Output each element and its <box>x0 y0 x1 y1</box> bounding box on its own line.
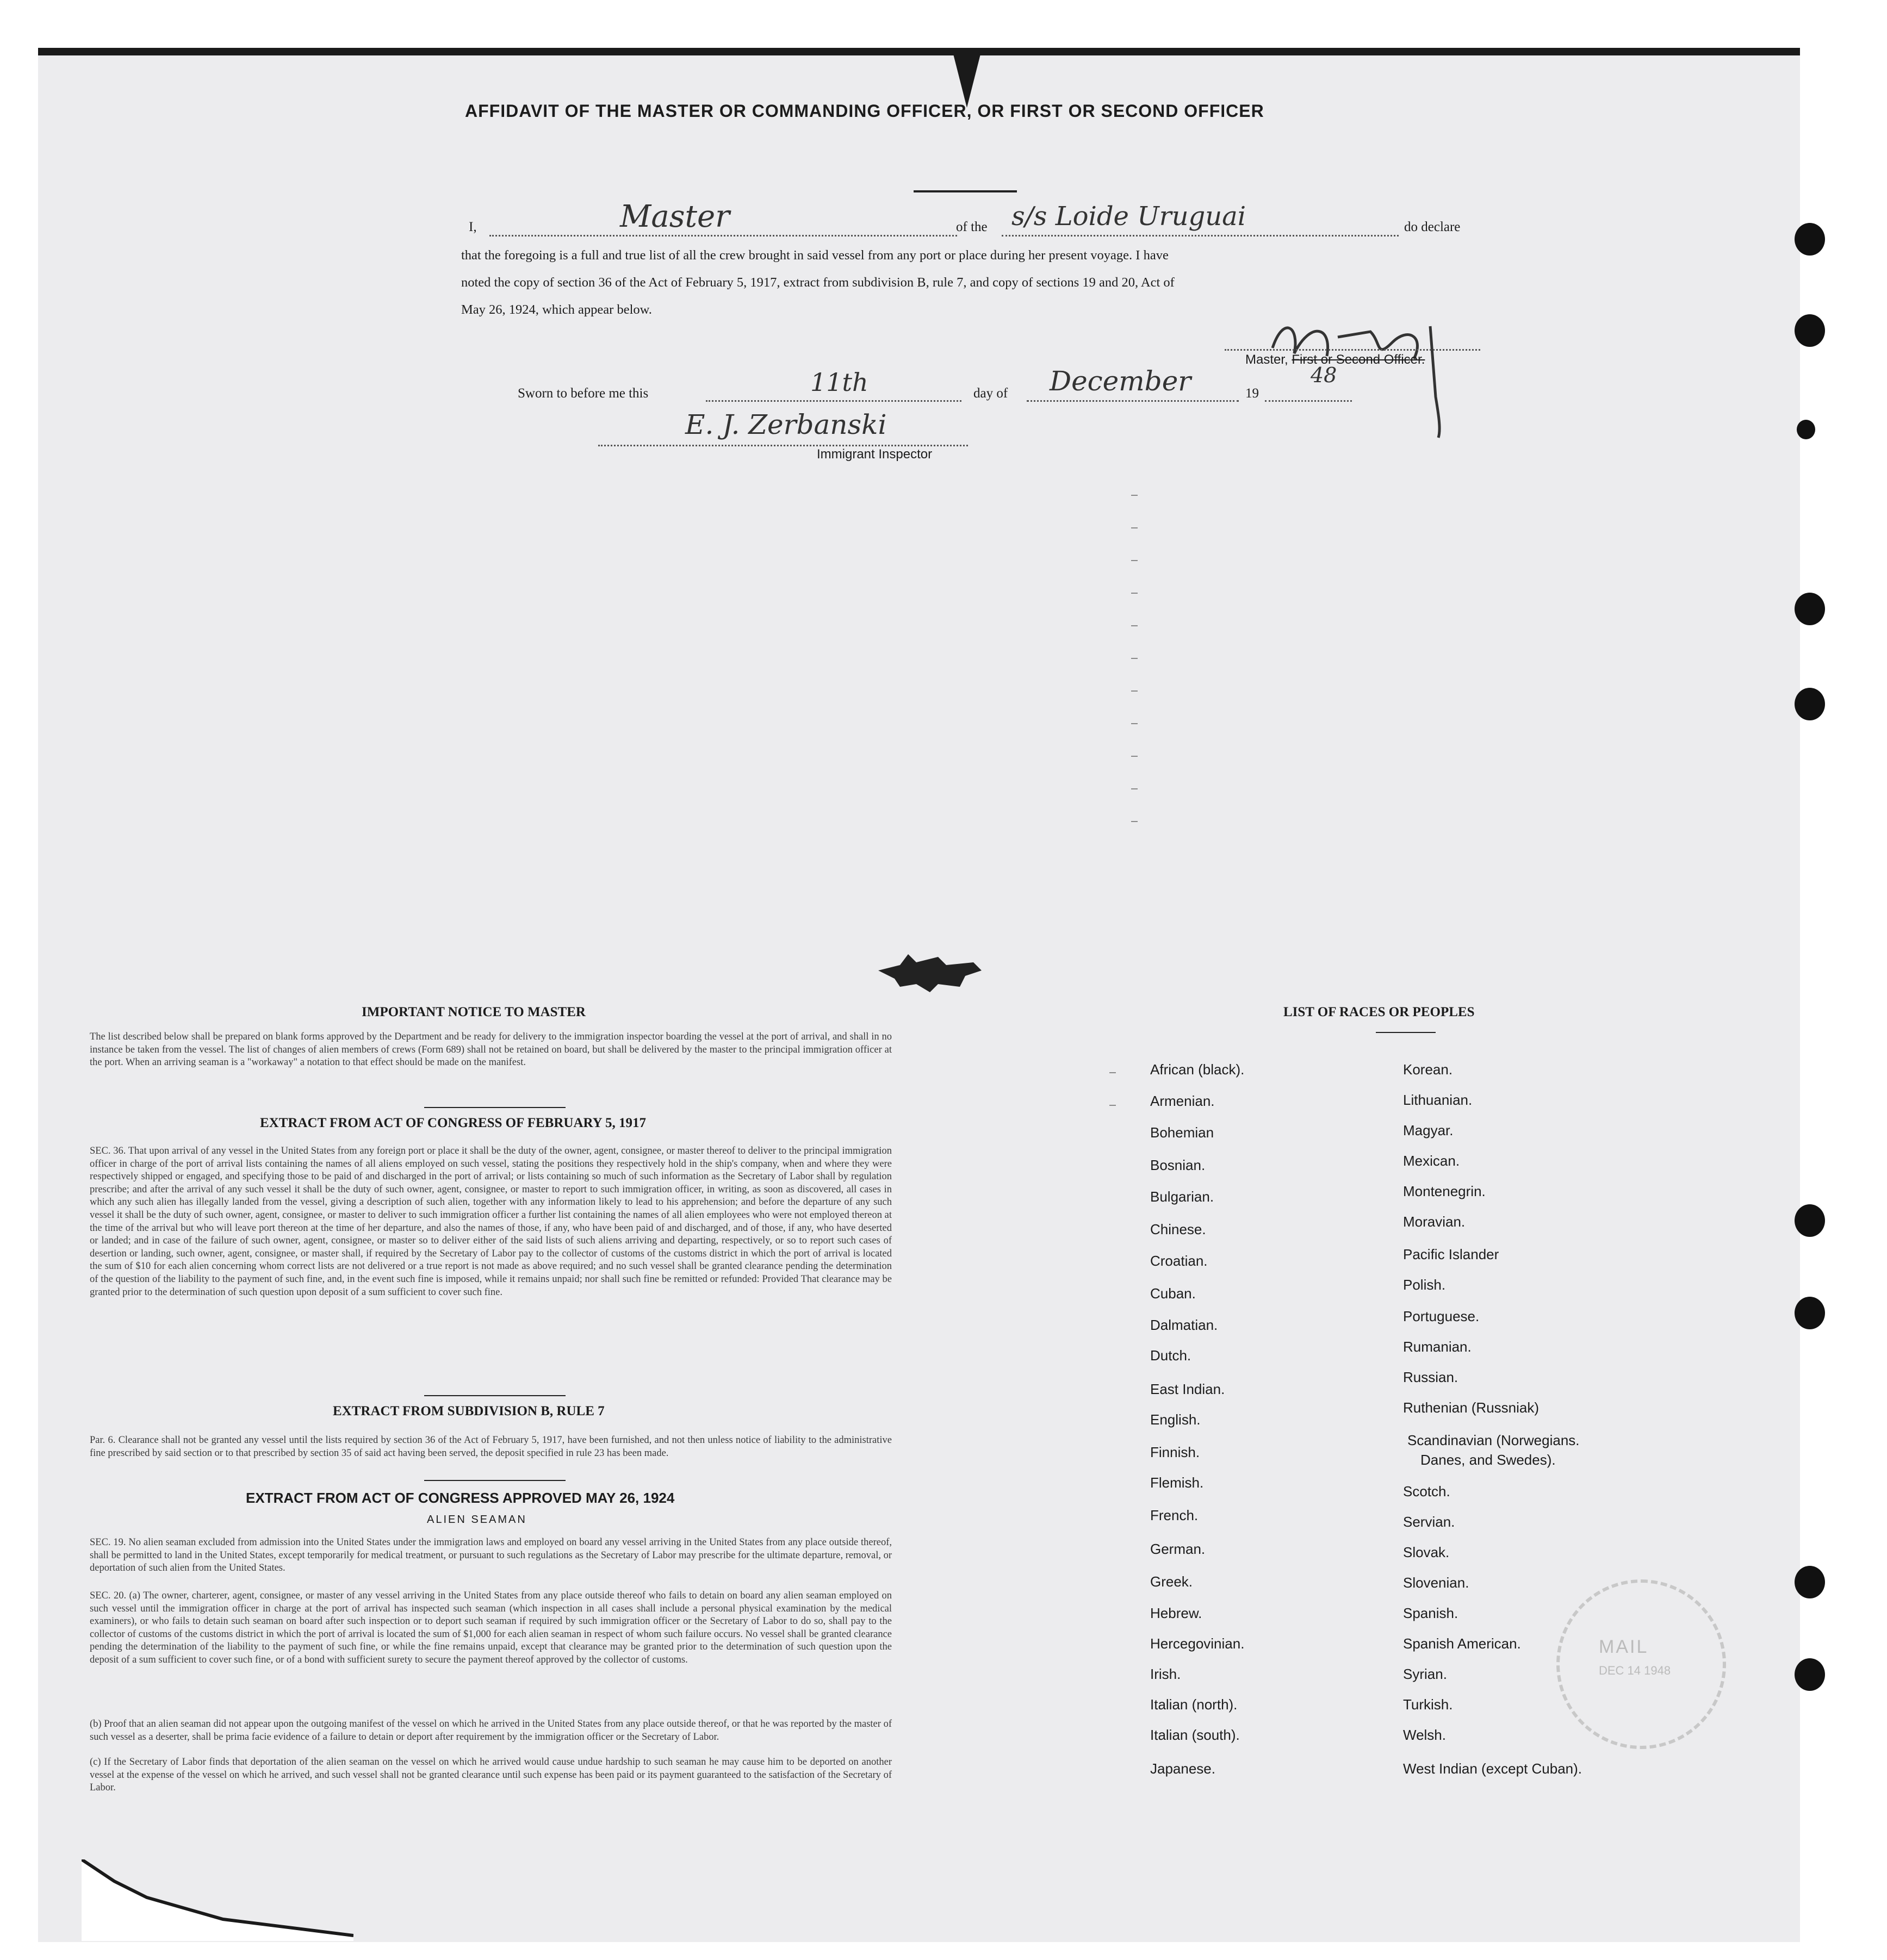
affidavit-title: AFFIDAVIT OF THE MASTER OR COMMANDING OFFICER, OR FIRST OR SECOND OFFICER <box>465 101 1264 121</box>
race-item: African (black). <box>1150 1061 1245 1078</box>
faint-mark <box>1131 821 1138 822</box>
faint-mark <box>1131 560 1138 561</box>
binder-hole-icon <box>1795 1297 1825 1329</box>
race-item: Slovak. <box>1403 1544 1450 1560</box>
faint-mark <box>1131 495 1138 496</box>
race-item: Magyar. <box>1403 1122 1454 1138</box>
section-divider <box>424 1107 566 1108</box>
section-divider <box>424 1395 566 1396</box>
of-the-label: of the <box>956 220 988 234</box>
section-divider <box>424 1480 566 1481</box>
affidavit-line-2: that the foregoing is a full and true list of all the crew brought in said vessel from any port or place during her present voyage. I have <box>461 248 1169 263</box>
do-declare-label: do declare <box>1404 220 1461 234</box>
month-dotted-line <box>1027 400 1239 402</box>
rule7-title: EXTRACT FROM SUBDIVISION B, RULE 7 <box>333 1404 605 1418</box>
race-item: Chinese. <box>1150 1221 1206 1237</box>
struck-officer-label: First or Second Officer. <box>1292 352 1425 367</box>
extract-1917-text: SEC. 36. That upon arrival of any vessel in the United States from any foreign port or place it shall be the duty of the owner, agent, consignee, or master thereof to deliver to the principal immigration officer in charge of the port of arrival lists containing the names of all aliens employed on such vessel, stating the positions they respectively hold in the ship's company, when and where they were respectively shipped or engaged, and specifying those to be paid of and discharged in the port of arrival; or lists containing so much of such information as the Secretary of Labor shall by regulation prescribe; and after the arrival of any such vessel it shall be the duty of such owner, agent, consignee, or master to report to such immigration officer, in writing, as soon as discovered, all cases in which any such alien has illegally landed from the vessel, giving a description of such alien, together with any information likely to lead to his apprehension; and before the departure of any such vessel it shall be the duty of such owner, agent, consignee, or master to deliver to such immigration officer a further list containing the names of all alien employees who were not employed thereon at the time of the arrival but who will leave port thereon at the time of her departure, and also the names of those, if any, who have been paid of and discharged, and of those, if any, who have deserted or landed; and in case of the failure of such owner, agent, consignee, or master so to deliver either of the said lists of such aliens arriving and departing, respectively, or so to report such cases of desertion or landing, such owner, agent, consignee, or master shall, if required by the Secretary of Labor pay to the collector of customs of the customs district in which the port of arrival is located the sum of $10 for each alien concerning whom correct lists are not delivered or a true report is not made as above required; and no such vessel shall be granted clearance pending the determination of the question of the liability to the payment of such fine, and, in the event such fine is imposed, while it remains unpaid; nor shall such fine be remitted or refunded: Provided That clearance may be granted prior to the determination of such question upon deposit of a sum sufficient to cover such fine. <box>90 1146 892 1298</box>
faint-mark <box>1131 527 1138 528</box>
race-item: Scotch. <box>1403 1483 1450 1499</box>
stamp-text: MAIL <box>1599 1637 1649 1657</box>
master-signature <box>1251 304 1479 440</box>
race-item: Syrian. <box>1403 1666 1447 1682</box>
binder-hole-icon <box>1795 1204 1825 1237</box>
race-item: Lithuanian. <box>1403 1092 1473 1108</box>
sworn-label: Sworn to before me this <box>518 386 649 401</box>
race-item: Slovenian. <box>1403 1575 1469 1591</box>
race-item: Croatian. <box>1150 1253 1208 1269</box>
race-item: Mexican. <box>1403 1153 1460 1169</box>
race-item: Bulgarian. <box>1150 1189 1214 1205</box>
sec20a-text: SEC. 20. (a) The owner, charterer, agent, consignee, or master of any vessel arriving in the United States from any place outside thereof who fails to detain on board any alien seaman employed on such vessel until the immigration officer in charge at the port of arrival has inspected such seaman (which inspection in all cases shall include a personal physical examination by the medical examiners), or who fails to detain such seaman on board after such inspection or to deport such seaman if required by such immigration officer or the Secretary of Labor to do so, shall pay to the collector of customs of the customs district in which the port of arrival is located the sum of $1,000 for each alien seaman in respect of whom such failure occurs. No vessel shall be granted clearance pending the determination of the liability to the payment of such fine, or while the fine remains unpaid, except that clearance may be granted prior to the determination of such question upon the deposit of a sum sufficient to cover such fine, or of a bond with sufficient surety to secure the payment thereof approved by the collector of customs. <box>90 1590 892 1665</box>
race-item: Spanish American. <box>1403 1635 1521 1652</box>
race-item: Portuguese. <box>1403 1308 1480 1324</box>
binder-hole-icon <box>1797 420 1815 439</box>
race-item: Ruthenian (Russniak) <box>1403 1399 1540 1416</box>
notice-text: The list described below shall be prepared on blank forms approved by the Department and be ready for delivery to the immigration inspector boarding the vessel at the port of arrival, and shall in no instance be taken from the vessel. The list of changes of alien members of crews (Form 689) shall not be retained on board, but shall be delivered by the master to the principal immigration officer at the port. When an arriving seaman is a "workaway" a notation to that effect should be made on the manifest. <box>90 1031 892 1068</box>
faint-mark <box>1131 788 1138 789</box>
torn-edge <box>82 1859 353 1941</box>
binder-hole-icon <box>1795 593 1825 625</box>
race-item: Turkish. <box>1403 1696 1453 1713</box>
sec20c-text: (c) If the Secretary of Labor finds that deportation of the alien seaman on the vessel on which he arrived would cause undue hardship to such seaman he may cause him to be deported on another vessel at the expense of the vessel on which he arrived, and such vessel shall not be granted clearance until such expense has been paid or its payment guaranteed to the satisfaction of the Secretary of Labor. <box>90 1757 892 1794</box>
race-item: Rumanian. <box>1403 1339 1472 1355</box>
race-item: Dutch. <box>1150 1347 1191 1364</box>
race-item: Finnish. <box>1150 1444 1200 1460</box>
race-item: Italian (south). <box>1150 1727 1240 1743</box>
handwritten-inspector: E. J. Zerbanski <box>685 409 887 440</box>
race-item: French. <box>1150 1507 1199 1523</box>
race-item: Hebrew. <box>1150 1605 1202 1621</box>
rank-dotted-line <box>489 235 957 237</box>
faint-mark <box>1109 1072 1116 1073</box>
stamp-date: DEC 14 1948 <box>1599 1664 1671 1677</box>
race-item: Bohemian <box>1150 1124 1214 1141</box>
inspector-dotted-line <box>598 445 968 446</box>
faint-mark <box>1131 723 1138 724</box>
race-item: Servian. <box>1403 1514 1455 1530</box>
race-item: Italian (north). <box>1150 1696 1238 1713</box>
race-item: Welsh. <box>1403 1727 1446 1743</box>
handwritten-vessel: s/s Loide Uruguai <box>1011 201 1246 232</box>
vessel-dotted-line <box>1002 235 1399 237</box>
affidavit-line-3: noted the copy of section 36 of the Act of February 5, 1917, extract from subdivision B, rule 7, and copy of sections 19 and 20, Act of <box>461 275 1175 290</box>
binder-hole-icon <box>1795 688 1825 720</box>
faint-mark <box>1131 593 1138 594</box>
day-dotted-line <box>706 400 961 402</box>
ink-blot <box>878 954 982 992</box>
notice-title: IMPORTANT NOTICE TO MASTER <box>362 1005 586 1019</box>
race-item: Russian. <box>1403 1369 1458 1385</box>
affidavit-i-label: I, <box>469 220 477 234</box>
race-item: Dalmatian. <box>1150 1317 1218 1333</box>
binder-hole-icon <box>1795 1658 1825 1691</box>
race-item: German. <box>1150 1541 1206 1557</box>
signature-dotted-line <box>1225 349 1480 351</box>
master-label: Master, <box>1245 352 1288 367</box>
race-item: Japanese. <box>1150 1760 1215 1777</box>
race-item: Armenian. <box>1150 1093 1215 1109</box>
page-tear-notch <box>952 48 982 108</box>
faint-mark <box>1131 690 1138 692</box>
race-item: Scandinavian (Norwegians. <box>1407 1432 1580 1448</box>
races-title: LIST OF RACES OR PEOPLES <box>1283 1005 1475 1019</box>
handwritten-rank: Master <box>620 199 730 234</box>
handwritten-day: 11th <box>810 368 868 397</box>
binder-hole-icon <box>1795 314 1825 347</box>
year-dotted-line <box>1265 400 1352 402</box>
alien-seaman-subtitle: ALIEN SEAMAN <box>427 1514 527 1526</box>
race-item: Montenegrin. <box>1403 1183 1486 1199</box>
race-item: Polish. <box>1403 1277 1446 1293</box>
race-item: Danes, and Swedes). <box>1420 1452 1556 1468</box>
races-divider <box>1376 1032 1436 1033</box>
rule7-text: Par. 6. Clearance shall not be granted any vessel until the lists required by section 36 of the Act of February 5, 1917, have been furnished, and not then unless notice of liability to the administrative fine prescribed by said section or to that prescribed by section 35 of said act having been served, the deposit specified in rule 23 has been made. <box>90 1435 892 1459</box>
race-item: Greek. <box>1150 1573 1193 1590</box>
faint-mark <box>1109 1105 1116 1106</box>
faint-mark <box>1131 756 1138 757</box>
handwritten-year: 48 <box>1311 363 1337 387</box>
race-item: Pacific Islander <box>1403 1246 1499 1262</box>
affidavit-line-4: May 26, 1924, which appear below. <box>461 302 652 317</box>
inspector-label: Immigrant Inspector <box>817 447 933 462</box>
faint-mark <box>1131 658 1138 659</box>
extract-1924-title: EXTRACT FROM ACT OF CONGRESS APPROVED MAY 26, 1924 <box>246 1490 675 1506</box>
title-divider <box>914 190 1017 192</box>
race-item: Moravian. <box>1403 1214 1466 1230</box>
year-prefix-label: 19 <box>1245 386 1259 401</box>
faint-mark <box>1131 625 1138 626</box>
race-item: Hercegovinian. <box>1150 1635 1245 1652</box>
sec19-text: SEC. 19. No alien seaman excluded from admission into the United States under the immigration laws and employed on board any vessel arriving in the United States from any place outside thereof, shall be permitted to land in the United States, except temporarily for medical treatment, or pursuant to such regulations as the Secretary of Labor may prescribe for the ultimate departure, removal, or deportation of such alien from the United States. <box>90 1537 892 1574</box>
race-item: Korean. <box>1403 1061 1453 1078</box>
binder-hole-icon <box>1795 223 1825 256</box>
handwritten-month: December <box>1050 365 1191 397</box>
race-item: Flemish. <box>1150 1474 1204 1491</box>
race-item: Bosnian. <box>1150 1157 1206 1173</box>
race-item: English. <box>1150 1411 1201 1428</box>
race-item: Spanish. <box>1403 1605 1458 1621</box>
race-item: Irish. <box>1150 1666 1181 1682</box>
extract-1917-title: EXTRACT FROM ACT OF CONGRESS OF FEBRUARY 5, 1917 <box>260 1116 647 1130</box>
day-of-label: day of <box>973 386 1008 401</box>
sec20b-text: (b) Proof that an alien seaman did not appear upon the outgoing manifest of the vessel on which he arrived in the United States from any place outside thereof, or that he was reported by the master of such vessel as a deserter, shall be prima facie evidence of a failure to detain or deport after requirement by the immigration officer or the Secretary of Labor. <box>90 1719 892 1743</box>
race-item: East Indian. <box>1150 1381 1225 1397</box>
binder-hole-icon <box>1795 1566 1825 1598</box>
race-item: West Indian (except Cuban). <box>1403 1760 1582 1777</box>
race-item: Cuban. <box>1150 1285 1196 1302</box>
